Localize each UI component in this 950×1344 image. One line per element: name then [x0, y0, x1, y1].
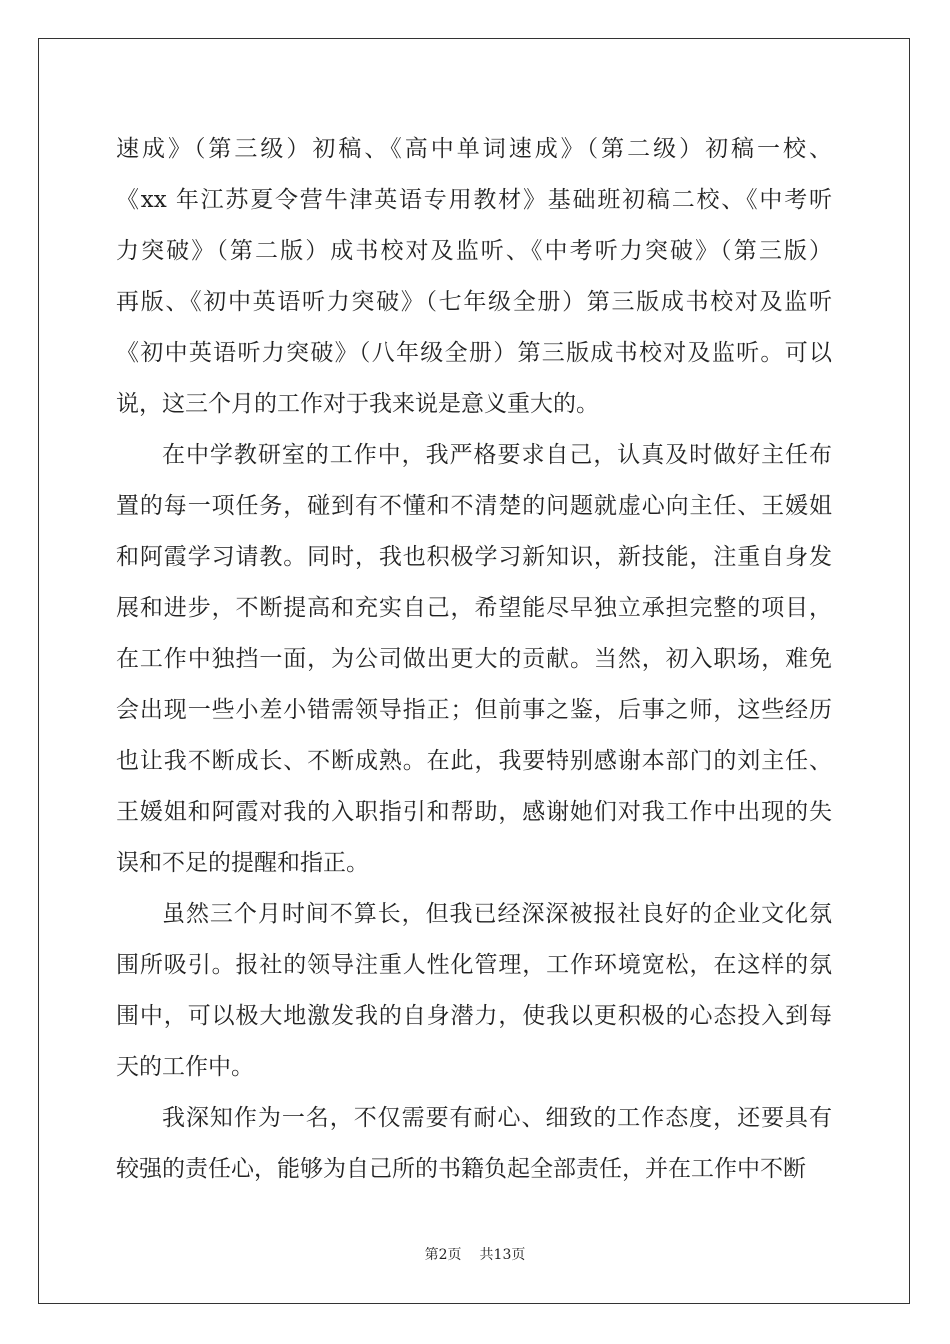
paragraph: [116, 1093, 832, 1195]
text-line: 在中学教研室的工作中，我严格要求自己，认真及时做好主任布: [162, 442, 832, 468]
text-line: 天的工作中。: [116, 1054, 254, 1080]
text-line: 围所吸引。报社的领导注重人性化管理，工作环境宽松，在这样的氛: [116, 952, 832, 978]
text-line: 也让我不断成长、不断成熟。在此，我要特别感谢本部门的刘主任、: [116, 748, 832, 774]
paragraph: [116, 124, 832, 430]
text-line: 在工作中独挡一面，为公司做出更大的贡献。当然，初入职场，难免: [116, 646, 832, 672]
text-line: 较强的责任心，能够为自己所的书籍负起全部责任，并在工作中不断: [116, 1156, 806, 1182]
text-line: 我深知作为一名，不仅需要有耐心、细致的工作态度，还要具有: [162, 1105, 832, 1131]
text-line: 误和不足的提醒和指正。: [116, 850, 369, 876]
text-line: 速成》（第三级）初稿、《高中单词速成》（第二级）初稿一校、: [116, 136, 832, 162]
text-line: 围中，可以极大地激发我的自身潜力，使我以更积极的心态投入到每: [116, 1003, 832, 1029]
current-page-number: 第2页: [424, 1247, 462, 1263]
text-line: 和阿霞学习请教。同时，我也积极学习新知识，新技能，注重自身发: [116, 544, 832, 570]
body-text: [116, 124, 832, 1195]
text-line: 力突破》（第二版）成书校对及监听、《中考听力突破》（第三版）: [116, 238, 832, 264]
text-line: 《初中英语听力突破》（八年级全册）第三版成书校对及监听。可以: [116, 340, 832, 366]
text-line: 展和进步，不断提高和充实自己，希望能尽早独立承担完整的项目，: [116, 595, 832, 621]
paragraph: [116, 430, 832, 889]
text-line: 会出现一些小差小错需领导指正；但前事之鉴，后事之师，这些经历: [116, 697, 832, 723]
page-footer: [0, 1244, 950, 1264]
text-line: 《xx 年江苏夏令营牛津英语专用教材》基础班初稿二校、《中考听: [116, 187, 832, 213]
text-line: 置的每一项任务，碰到有不懂和不清楚的问题就虚心向主任、王媛姐: [116, 493, 832, 519]
text-line: 再版、《初中英语听力突破》（七年级全册）第三版成书校对及监听: [116, 289, 832, 315]
text-line: 说，这三个月的工作对于我来说是意义重大的。: [116, 391, 599, 417]
text-line: 虽然三个月时间不算长，但我已经深深被报社良好的企业文化氛: [162, 901, 832, 927]
total-page-count: 共13页: [479, 1247, 526, 1263]
text-line: 王媛姐和阿霞对我的入职指引和帮助，感谢她们对我工作中出现的失: [116, 799, 832, 825]
paragraph: [116, 889, 832, 1093]
